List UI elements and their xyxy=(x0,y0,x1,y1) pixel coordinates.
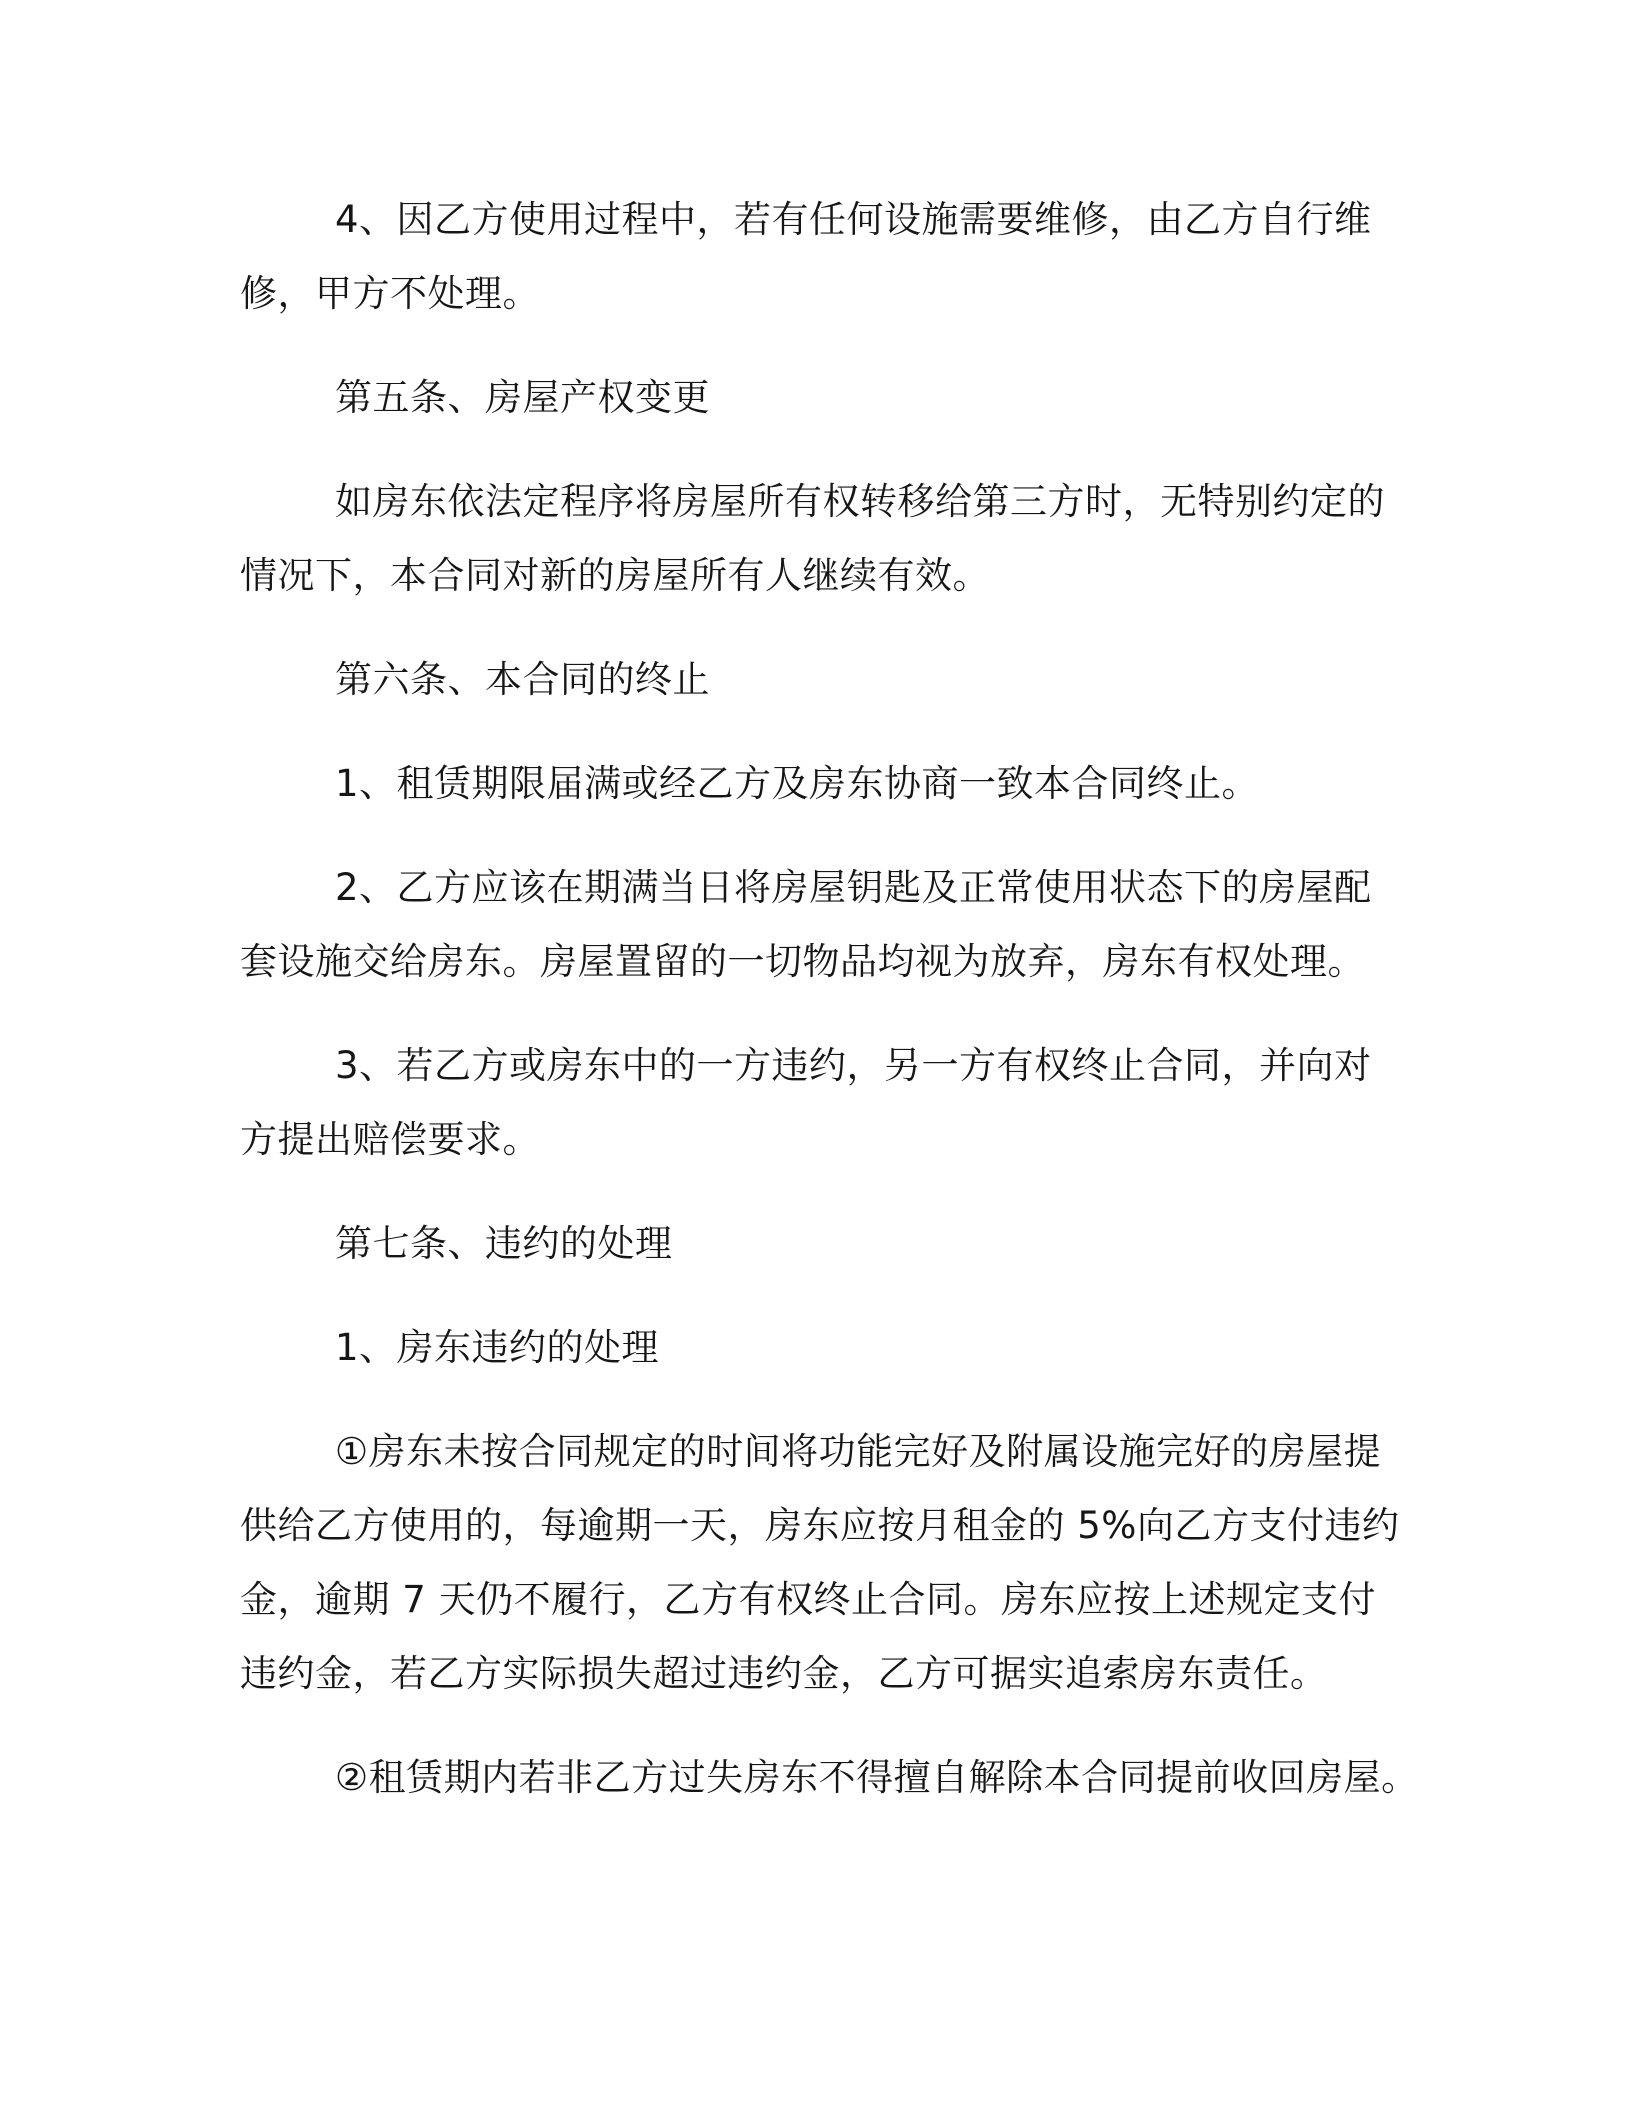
article-6-item-3-line-2: 方提出赔偿要求。 xyxy=(240,1118,540,1161)
article-5-text-line-2: 情况下，本合同对新的房屋所有人继续有效。 xyxy=(240,554,990,597)
article-7-item-2: ②租赁期内若非乙方过失房东不得擅自解除本合同提前收回房屋。 xyxy=(335,1756,1419,1799)
clause-4-repair-line-2: 修，甲方不处理。 xyxy=(240,272,540,315)
article-6-heading: 第六条、本合同的终止 xyxy=(335,658,710,701)
article-5-text-line-1: 如房东依法定程序将房屋所有权转移给第三方时，无特别约定的 xyxy=(335,480,1385,523)
article-7-item-1-line-4: 违约金，若乙方实际损失超过违约金，乙方可据实追索房东责任。 xyxy=(240,1652,1328,1695)
article-7-item-1-line-3: 金，逾期 7 天仍不履行，乙方有权终止合同。房东应按上述规定支付 xyxy=(240,1578,1377,1621)
article-7-subheading-1: 1、房东违约的处理 xyxy=(335,1326,660,1369)
article-5-heading: 第五条、房屋产权变更 xyxy=(335,376,710,419)
article-6-item-2-line-1: 2、乙方应该在期满当日将房屋钥匙及正常使用状态下的房屋配 xyxy=(335,866,1372,909)
article-7-item-1-line-2: 供给乙方使用的，每逾期一天，房东应按月租金的 5%向乙方支付违约 xyxy=(240,1504,1400,1547)
clause-4-repair-line-1: 4、因乙方使用过程中，若有任何设施需要维修，由乙方自行维 xyxy=(335,198,1372,241)
article-7-heading: 第七条、违约的处理 xyxy=(335,1222,673,1265)
article-6-item-1: 1、租赁期限届满或经乙方及房东协商一致本合同终止。 xyxy=(335,762,1260,805)
article-6-item-2-line-2: 套设施交给房东。房屋置留的一切物品均视为放弃，房东有权处理。 xyxy=(240,940,1365,983)
article-7-item-1-line-1: ①房东未按合同规定的时间将功能完好及附属设施完好的房屋提 xyxy=(335,1430,1382,1473)
article-6-item-3-line-1: 3、若乙方或房东中的一方违约，另一方有权终止合同，并向对 xyxy=(335,1044,1372,1087)
